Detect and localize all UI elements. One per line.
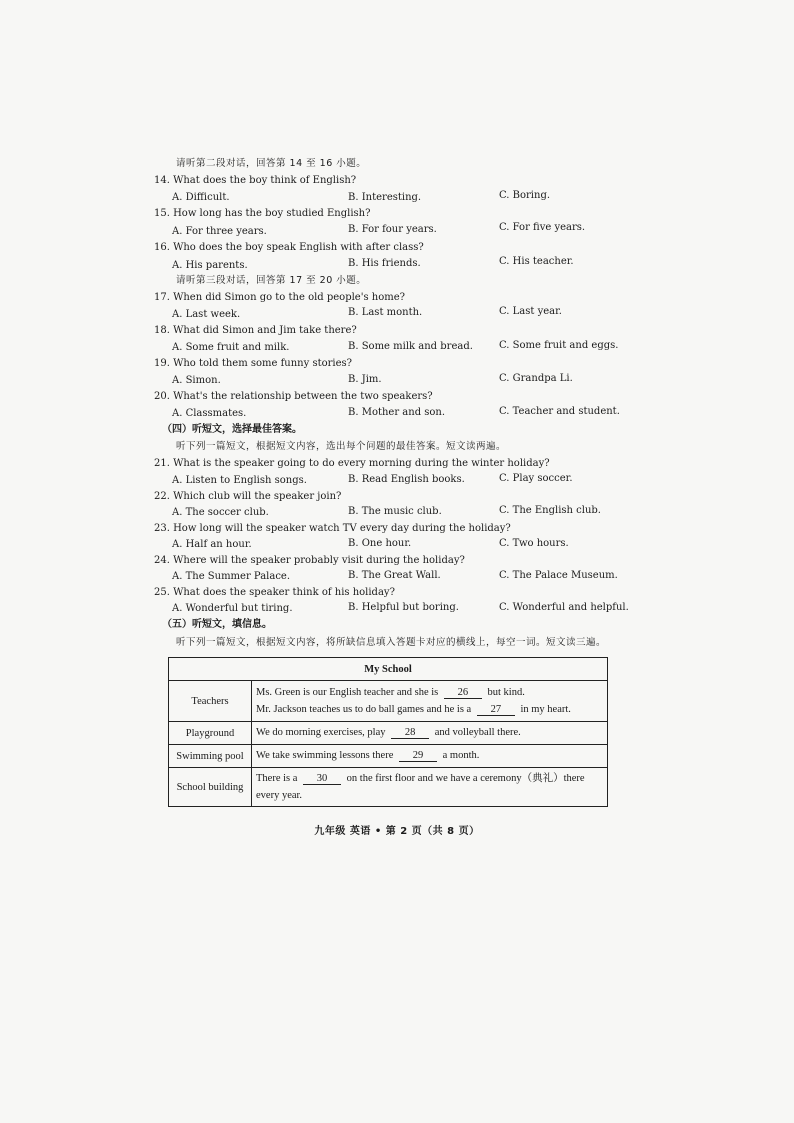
- question-14: 14. What does the boy think of English?: [154, 175, 357, 186]
- option-19-c: C. Grandpa Li.: [499, 373, 573, 384]
- option-21-a: A. Listen to English songs.: [172, 475, 307, 486]
- playground-label: Playground: [169, 722, 252, 745]
- pool-end: a month.: [442, 750, 480, 761]
- option-20-c: C. Teacher and student.: [499, 406, 620, 417]
- teachers-label: Teachers: [169, 681, 252, 722]
- option-16-a: A. His parents.: [172, 260, 248, 271]
- option-19-b: B. Jim.: [348, 374, 382, 385]
- option-15-a: A. For three years.: [172, 226, 267, 237]
- teachers-line1-end: but kind.: [487, 687, 525, 698]
- part4-title: （四）听短文，选择最佳答案。: [162, 424, 302, 435]
- pool-text: We take swimming lessons there: [256, 750, 394, 761]
- question-18: 18. What did Simon and Jim take there?: [154, 325, 357, 336]
- building-end: on the first floor and we have a ceremony（典礼）there every year.: [256, 773, 585, 801]
- part5-instruction: 听下列一篇短文，根据短文内容，将所缺信息填入答题卡对应的横线上，每空一词。短文读三遍。: [176, 637, 607, 648]
- option-23-b: B. One hour.: [348, 538, 412, 549]
- part5-title: （五）听短文，填信息。: [162, 619, 272, 630]
- question-25: 25. What does the speaker think of his holiday?: [154, 587, 395, 598]
- question-19: 19. Who told them some funny stories?: [154, 358, 352, 369]
- option-19-a: A. Simon.: [172, 375, 221, 386]
- table-title: My School: [169, 658, 608, 681]
- option-15-c: C. For five years.: [499, 222, 586, 233]
- question-21: 21. What is the speaker going to do every morning during the winter holiday?: [154, 458, 550, 469]
- question-15: 15. How long has the boy studied English?: [154, 208, 371, 219]
- playground-text: We do morning exercises, play: [256, 727, 386, 738]
- question-16: 16. Who does the boy speak English with after class?: [154, 242, 424, 253]
- teachers-line2-text: Mr. Jackson teaches us to do ball games and he is a: [256, 704, 472, 715]
- option-16-c: C. His teacher.: [499, 256, 574, 267]
- question-23: 23. How long will the speaker watch TV every day during the holiday?: [154, 523, 511, 534]
- option-21-b: B. Read English books.: [348, 474, 465, 485]
- option-18-c: C. Some fruit and eggs.: [499, 340, 619, 351]
- option-17-b: B. Last month.: [348, 307, 423, 318]
- part3-instruction: 请听第三段对话，回答第 17 至 20 小题。: [176, 275, 367, 286]
- blank-26[interactable]: 26: [444, 687, 482, 699]
- building-cell: [252, 768, 608, 807]
- option-21-c: C. Play soccer.: [499, 473, 573, 484]
- option-23-c: C. Two hours.: [499, 538, 569, 549]
- blank-29[interactable]: 29: [399, 750, 437, 762]
- playground-end: and volleyball there.: [434, 727, 521, 738]
- option-18-b: B. Some milk and bread.: [348, 341, 473, 352]
- building-label: School building: [169, 768, 252, 807]
- pool-label: Swimming pool: [169, 745, 252, 768]
- part2-instruction: 请听第二段对话，回答第 14 至 16 小题。: [176, 158, 367, 169]
- teachers-line1-text: Ms. Green is our English teacher and she is: [256, 687, 439, 698]
- option-25-c: C. Wonderful and helpful.: [499, 602, 629, 613]
- teachers-cell: [252, 681, 608, 722]
- playground-cell: [252, 722, 608, 745]
- pool-cell: [252, 745, 608, 768]
- option-24-a: A. The Summer Palace.: [172, 571, 291, 582]
- option-25-a: A. Wonderful but tiring.: [172, 603, 293, 614]
- option-15-b: B. For four years.: [348, 224, 437, 235]
- option-17-c: C. Last year.: [499, 306, 562, 317]
- option-14-c: C. Boring.: [499, 190, 551, 201]
- question-24: 24. Where will the speaker probably visit during the holiday?: [154, 555, 465, 566]
- info-table: [168, 657, 608, 807]
- option-16-b: B. His friends.: [348, 258, 421, 269]
- question-20: 20. What's the relationship between the two speakers?: [154, 391, 433, 402]
- option-23-a: A. Half an hour.: [172, 539, 252, 550]
- part4-instruction: 听下列一篇短文，根据短文内容，选出每个问题的最佳答案。短文读两遍。: [176, 441, 507, 452]
- option-14-a: A. Difficult.: [172, 192, 230, 203]
- option-22-c: C. The English club.: [499, 505, 601, 516]
- option-24-b: B. The Great Wall.: [348, 570, 441, 581]
- option-20-b: B. Mother and son.: [348, 407, 446, 418]
- question-17: 17. When did Simon go to the old people's home?: [154, 292, 406, 303]
- option-17-a: A. Last week.: [172, 309, 241, 320]
- building-text: There is a: [256, 773, 298, 784]
- option-18-a: A. Some fruit and milk.: [172, 342, 290, 353]
- page-footer: 九年级 英语 • 第 2 页（共 8 页）: [314, 826, 480, 837]
- question-22: 22. Which club will the speaker join?: [154, 491, 342, 502]
- option-22-b: B. The music club.: [348, 506, 442, 517]
- option-24-c: C. The Palace Museum.: [499, 570, 618, 581]
- teachers-line2-end: in my heart.: [520, 704, 571, 715]
- option-20-a: A. Classmates.: [172, 408, 247, 419]
- option-14-b: B. Interesting.: [348, 192, 422, 203]
- blank-27[interactable]: 27: [477, 704, 515, 716]
- option-22-a: A. The soccer club.: [172, 507, 269, 518]
- option-25-b: B. Helpful but boring.: [348, 602, 459, 613]
- blank-30[interactable]: 30: [303, 773, 341, 785]
- blank-28[interactable]: 28: [391, 727, 429, 739]
